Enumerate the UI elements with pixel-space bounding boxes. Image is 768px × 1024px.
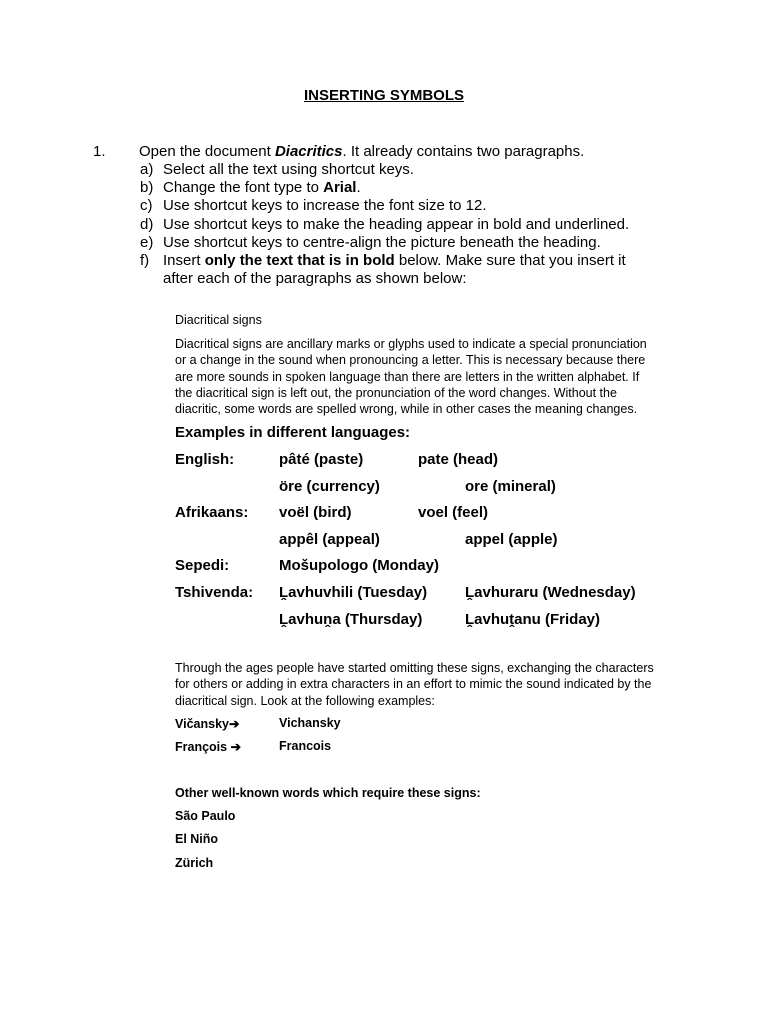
paragraph-2-line: diacritical sign. Look at the following examples: [175,693,435,708]
paragraph-1-line: are more sounds in spoken language than there are letters in the written alphabet. If [175,369,640,384]
examples-heading: Examples in different languages: [175,424,411,441]
tshivenda-label: Tshivenda: [175,584,254,601]
step-1-pre: Open the document [139,143,275,160]
item-b-letter: b) [140,179,154,196]
item-f-letter: f) [140,252,150,269]
paragraph-2-line: for others or adding in extra characters in an effort to mimic the sound indicated by the [175,677,652,692]
step-1-post: . It already contains two paragraphs. [342,143,585,160]
afrikaans-word-1: voël (bird) [279,504,352,521]
item-c-letter: c) [140,197,153,214]
tshivenda-word-4: Ḽavhuṱanu (Friday) [465,611,601,628]
paragraph-1-line: the diacritical sign is left out, the pronunciation of the word changes. Without the [175,385,617,400]
item-a-letter: a) [140,161,154,178]
item-e-letter: e) [140,234,154,251]
pair-2-to: Francois [279,739,332,753]
tshivenda-word-1: Ḽavhuvhili (Tuesday) [279,584,428,601]
pair-2-from: François ➔ [175,740,242,754]
english-label: English: [175,451,235,468]
other-word: El Niño [175,832,219,846]
afrikaans-label: Afrikaans: [175,504,249,521]
item-d-letter: d) [140,216,154,233]
other-words-heading: Other well-known words which require these signs: [175,786,481,800]
page-title: INSERTING SYMBOLS [303,87,464,104]
item-a-text: Select all the text using shortcut keys. [163,161,414,178]
english-word-2: pate (head) [418,451,499,468]
other-word: São Paulo [175,809,236,823]
paragraph-2-line: Through the ages people have started omitting these signs, exchanging the characters [175,661,654,675]
arrow-right-icon: ➔ [228,717,240,731]
paragraph-2 [175,660,654,709]
english-word-1: pâté (paste) [279,451,364,468]
afrikaans-word-4: appel (apple) [465,531,558,548]
afrikaans-word-3: appêl (appeal) [279,531,380,548]
tshivenda-word-2: Ḽavhuraru (Wednesday) [465,584,636,601]
paragraph-1-line: diacritic, some words are spelled wrong, while in other cases the meaning changes. [175,402,638,417]
pair-1-from: Vičansky➔ [175,717,240,731]
item-e-text: Use shortcut keys to centre-align the picture beneath the heading. [163,234,601,251]
english-word-4: ore (mineral) [465,478,556,495]
sepedi-word-1: Mošupologo (Monday) [279,557,439,574]
pair-1-to: Vichansky [279,716,341,730]
paragraph-1-line: Diacritical signs are ancillary marks or glyphs used to indicate a special pronunciation [175,337,647,351]
afrikaans-word-2: voel (feel) [418,504,489,521]
item-b-text: Change the font type to Arial. [163,179,361,196]
step-1-text [139,143,584,160]
step-number: 1. [93,143,106,160]
paragraph-1-line: or a change in the sound when pronouncing a letter. This is necessary because there [175,353,646,368]
other-word: Zürich [175,856,214,870]
arrow-right-icon: ➔ [230,740,242,754]
paragraph-1 [175,336,647,417]
tshivenda-word-3: Ḽavhuṋa (Thursday) [279,611,423,628]
item-d-text: Use shortcut keys to make the heading appear in bold and underlined. [163,216,630,233]
item-f-text-line2: after each of the paragraphs as shown below: [163,270,467,287]
item-f-text: Insert only the text that is in bold below. Make sure that you insert it [163,252,626,269]
item-c-text: Use shortcut keys to increase the font size to 12. [163,197,487,214]
english-word-3: öre (currency) [279,478,380,495]
sample-heading: Diacritical signs [175,313,262,327]
document-name: Diacritics [274,143,343,160]
sepedi-label: Sepedi: [175,557,230,574]
